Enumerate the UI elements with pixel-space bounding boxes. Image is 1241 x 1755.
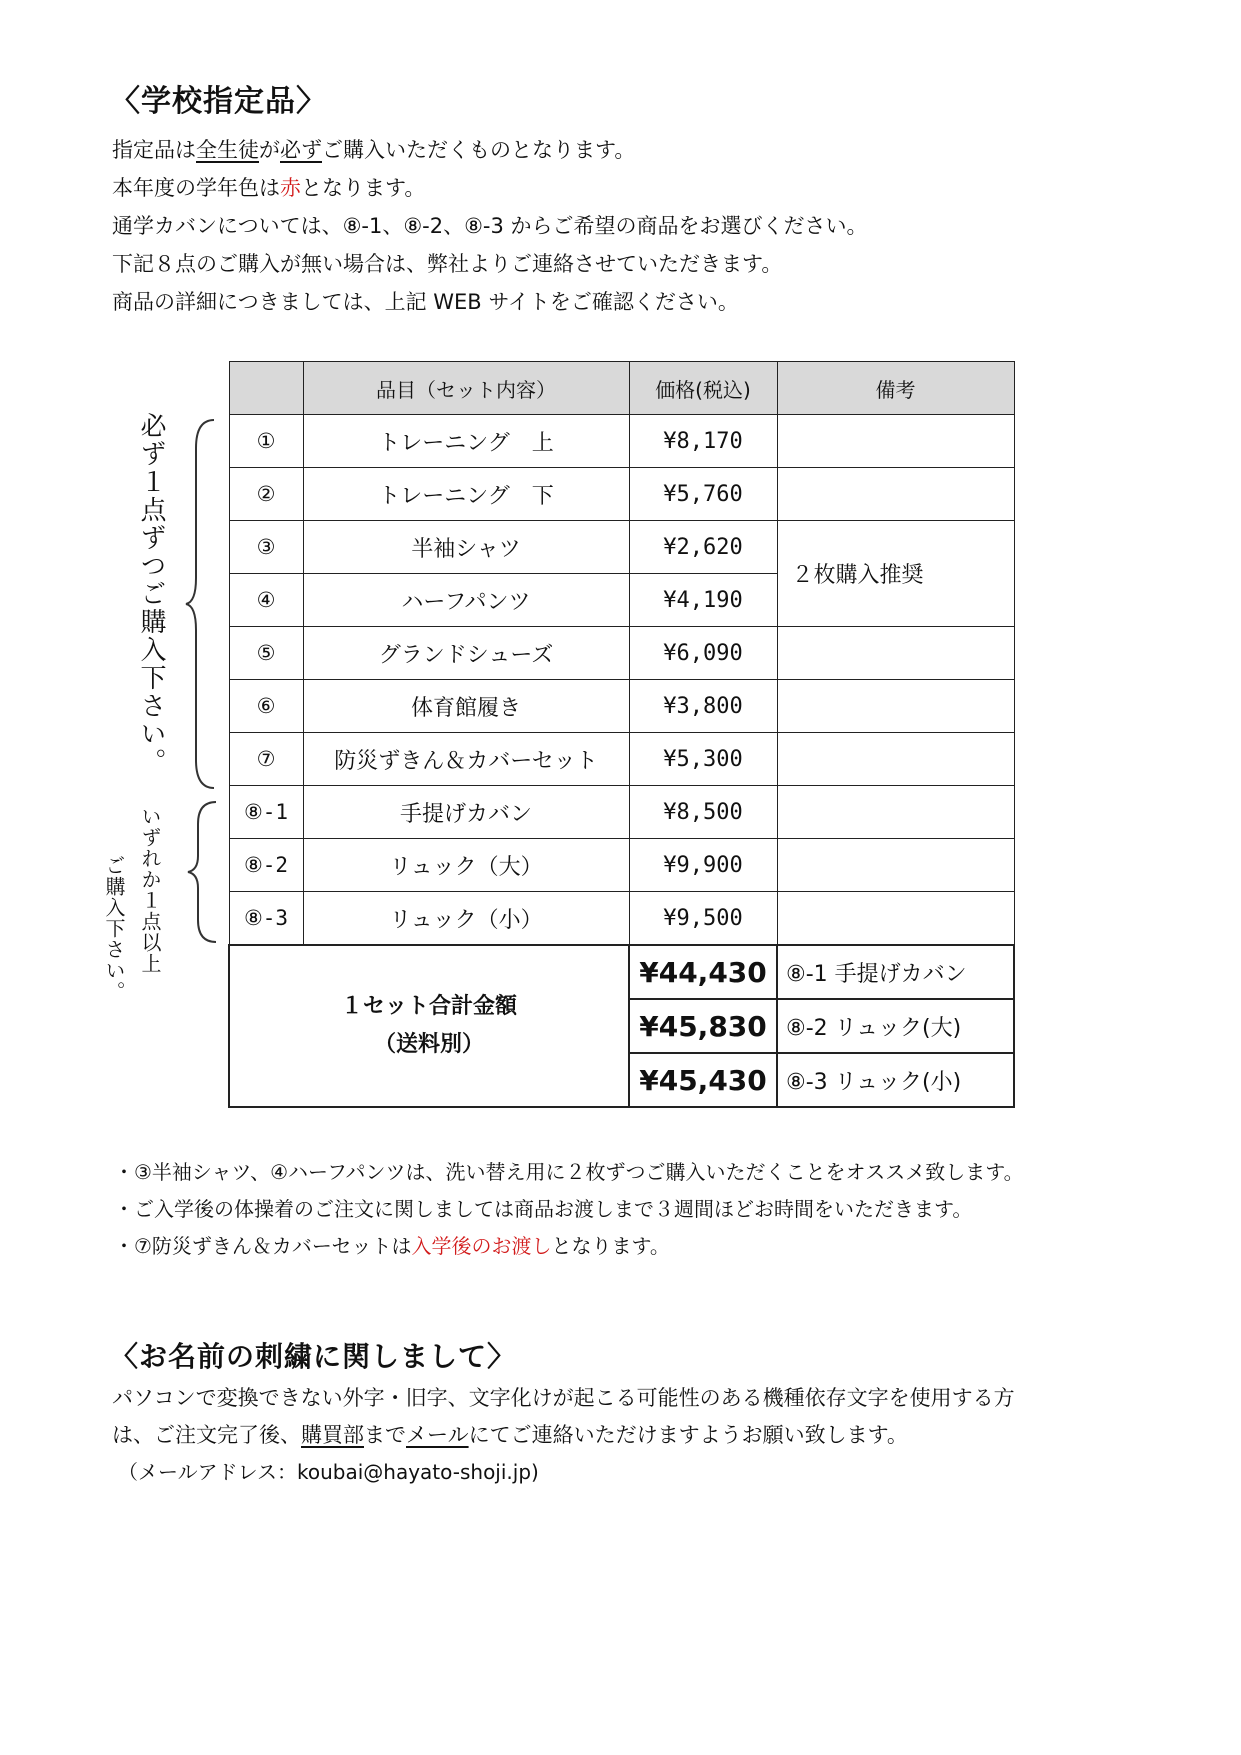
item-name: トレーニング 上 [303,415,629,468]
bullet-wash-recommend: ・③半袖シャツ、④ハーフパンツは、洗い替え用に２枚ずつご購入いただくことをオススメ致します。 [114,1160,1024,1184]
header-item: 品目（セット内容） [303,362,629,415]
item-name: 手提げカバン [303,786,629,839]
item-name: トレーニング 下 [303,468,629,521]
underlined-text: 購買部 [301,1423,364,1447]
embroidery-line-2 [112,1417,908,1453]
text-segment: 本年度の学年色は [112,176,280,200]
table-row [229,733,1014,786]
table-row [229,892,1014,946]
intro-line-1 [112,132,635,168]
item-name: 半袖シャツ [303,521,629,574]
item-number: ⑥ [229,680,303,733]
table-header-row [229,362,1014,415]
total-amount: ¥44,430 [629,945,777,999]
item-note [777,892,1014,946]
section-title-embroidery: 〈お名前の刺繍に関しまして〉 [110,1340,517,1373]
header-no [229,362,303,415]
item-number: ⑧-3 [229,892,303,946]
email-address-line: （メールアドレス：koubai@hayato-shoji.jp) [118,1460,539,1484]
choose-side-label-2: ご購入下さい。 [102,855,126,1002]
intro-line-3: 通学カバンについては、⑧-1、⑧-2、⑧-3 からご希望の商品をお選びください。 [112,214,868,238]
text-segment: は、ご注文完了後、 [112,1423,301,1447]
items-table [228,361,1015,1108]
item-note [777,680,1014,733]
text-segment: となります。 [301,176,426,200]
total-row [229,945,1014,999]
bullet-disaster-hood [114,1228,670,1264]
bullet-delivery-time: ・ご入学後の体操着のご注文に関しましては商品お渡しまで３週間ほどお時間をいただきます。 [114,1197,973,1221]
item-note [777,839,1014,892]
total-amount: ¥45,830 [629,999,777,1053]
item-price: ¥9,900 [629,839,777,892]
item-price: ¥8,500 [629,786,777,839]
section-title-school-items: 〈学校指定品〉 [110,84,327,119]
underlined-text: 必ず [280,138,322,162]
item-number: ④ [229,574,303,627]
item-note [777,468,1014,521]
table-row [229,680,1014,733]
item-price: ¥9,500 [629,892,777,946]
highlight-text: 赤 [280,176,301,200]
text-segment: 指定品は [112,138,196,162]
highlight-text: 入学後のお渡し [411,1234,552,1258]
item-note [777,627,1014,680]
text-segment: ・⑦防災ずきん＆カバーセットは [114,1234,412,1258]
total-label: １セット合計金額 [340,994,517,1019]
item-number: ⑧-2 [229,839,303,892]
intro-line-5: 商品の詳細につきましては、上記 WEB サイトをご確認ください。 [112,290,739,314]
item-number: ② [229,468,303,521]
total-amount: ¥45,430 [629,1053,777,1107]
item-name: ハーフパンツ [303,574,629,627]
text-segment: ご購入いただくものとなります。 [322,138,636,162]
item-name: 防災ずきん＆カバーセット [303,733,629,786]
total-note: ⑧-1 手提げカバン [777,945,1014,999]
item-price: ¥6,090 [629,627,777,680]
item-price: ¥3,800 [629,680,777,733]
total-note: ⑧-2 リュック(大) [777,999,1014,1053]
table-row [229,839,1014,892]
text-segment: まで [364,1423,406,1447]
item-name: 体育館履き [303,680,629,733]
brace-choose [186,800,220,944]
item-price: ¥5,300 [629,733,777,786]
item-name: グランドシューズ [303,627,629,680]
item-number: ⑤ [229,627,303,680]
item-number: ③ [229,521,303,574]
text-segment: にてご連絡いただけますようお願い致します。 [468,1423,908,1447]
total-shipping-note: （送料別） [373,1032,484,1057]
intro-line-4: 下記８点のご購入が無い場合は、弊社よりご連絡させていただきます。 [112,252,783,276]
underlined-text: メール [406,1423,469,1447]
brace-required [184,418,220,790]
item-name: リュック（大） [303,839,629,892]
table-row [229,786,1014,839]
item-price: ¥4,190 [629,574,777,627]
item-note [777,733,1014,786]
item-name: リュック（小） [303,892,629,946]
table-row [229,521,1014,574]
table-row [229,627,1014,680]
choose-side-label-1: いずれか１点以上 [138,806,162,974]
item-number: ⑧-1 [229,786,303,839]
item-number: ① [229,415,303,468]
table-row [229,415,1014,468]
header-note: 備考 [777,362,1014,415]
item-note [777,415,1014,468]
item-note-recommend: ２枚購入推奨 [777,521,1014,627]
text-segment: が [259,138,280,162]
embroidery-line-1: パソコンで変換できない外字・旧字、文字化けが起こる可能性のある機種依存文字を使用する方 [112,1386,1015,1410]
table-row [229,468,1014,521]
item-note [777,786,1014,839]
intro-line-2 [112,170,425,206]
required-side-label: 必ず１点ずつご購入下さい。 [136,412,166,776]
underlined-text: 全生徒 [196,138,259,162]
item-price: ¥2,620 [629,521,777,574]
item-price: ¥5,760 [629,468,777,521]
item-number: ⑦ [229,733,303,786]
total-label-cell [229,945,629,1107]
item-price: ¥8,170 [629,415,777,468]
total-note: ⑧-3 リュック(小) [777,1053,1014,1107]
text-segment: となります。 [551,1234,670,1258]
header-price: 価格(税込) [629,362,777,415]
